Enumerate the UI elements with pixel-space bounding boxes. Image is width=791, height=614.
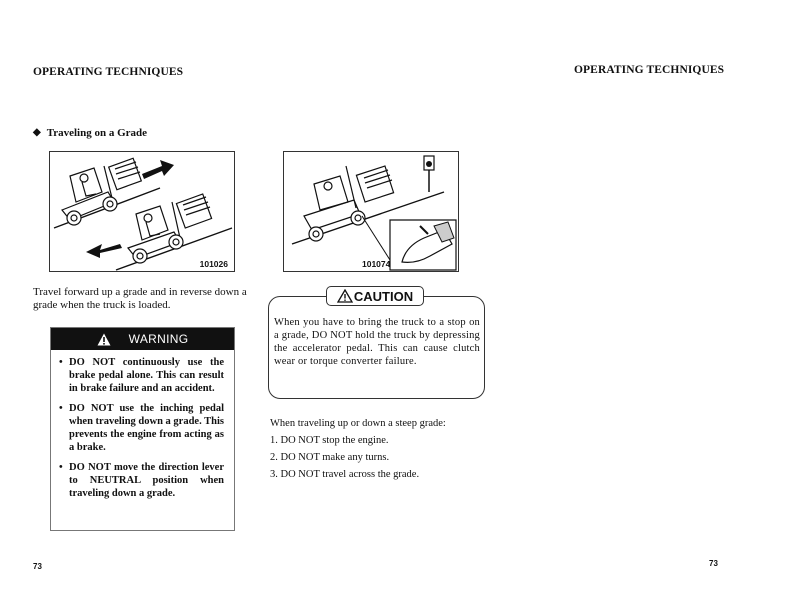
caution-text: When you have to bring the truck to a stop on a grade, DO NOT hold the truck by depressing the accelerator pedal. This can cause clutch wear or torque converter failure.	[274, 317, 480, 367]
warning-item: • DO NOT continuously use the brake pedal alone. This can result in brake failure and an accident.	[59, 356, 224, 395]
warning-list	[51, 350, 234, 500]
accelerator-pedal-illustration	[284, 152, 458, 271]
section-heading-text: Traveling on a Grade	[46, 127, 148, 139]
step-item: 1. DO NOT stop the engine.	[270, 435, 389, 446]
warning-box	[50, 327, 235, 531]
forklift-grade-illustration	[50, 152, 234, 271]
figure-id: 101074	[362, 259, 391, 269]
intro-text: Travel forward up a grade and in reverse down a grade when the truck is loaded.	[33, 286, 247, 311]
step-item: 2. DO NOT make any turns.	[270, 452, 390, 463]
step-item: 3. DO NOT travel across the grade.	[270, 469, 420, 480]
caution-title: CAUTION	[353, 288, 414, 304]
warning-item: • DO NOT use the inching pedal when traveling down a grade. This prevents the engine from acting as a brake.	[59, 402, 224, 454]
left-page-number: 73	[33, 562, 42, 571]
diamond-bullet-icon: ◆	[33, 127, 41, 138]
right-page-number: 73	[709, 559, 718, 568]
right-page-header: OPERATING TECHNIQUES	[574, 64, 725, 76]
figure-id: 101026	[199, 259, 228, 269]
section-heading	[33, 127, 147, 139]
warning-title: WARNING	[128, 332, 189, 346]
warning-triangle-icon	[97, 333, 111, 346]
caution-triangle-icon	[337, 289, 353, 303]
warning-title-bar	[51, 328, 234, 350]
figure-forklifts-on-grade	[49, 151, 235, 272]
steep-grade-intro: When traveling up or down a steep grade:	[270, 418, 446, 429]
steep-grade-steps	[270, 435, 419, 486]
warning-item: • DO NOT move the direction lever to NEUTRAL position when traveling down a grade.	[59, 461, 224, 500]
left-page-header: OPERATING TECHNIQUES	[33, 66, 184, 78]
figure-stop-on-grade	[283, 151, 459, 272]
caution-label	[326, 286, 424, 306]
